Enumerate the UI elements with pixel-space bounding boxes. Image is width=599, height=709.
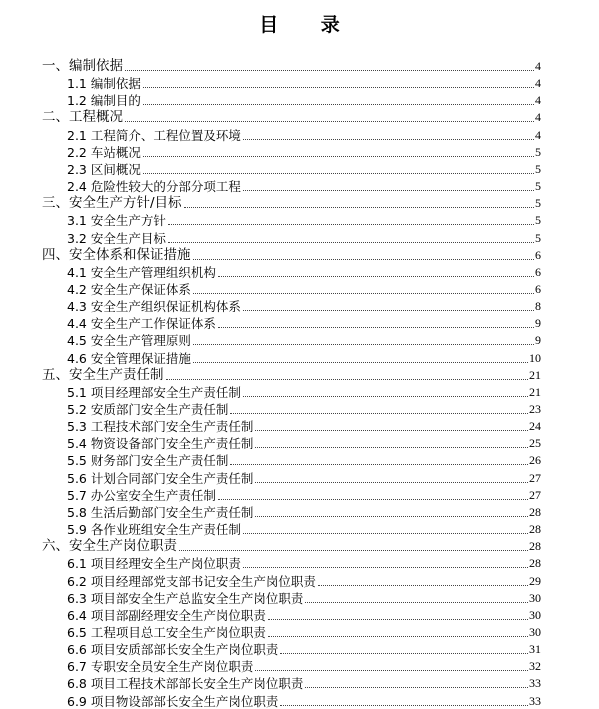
toc-entry-label: 5.6 计划合同部门安全生产责任制 — [67, 470, 254, 486]
toc-entry-label: 6.1 项目经理安全生产岗位职责 — [67, 556, 241, 572]
dot-leader — [243, 533, 528, 534]
dot-leader — [255, 670, 528, 671]
dot-leader — [255, 447, 528, 448]
toc-entry-label: 6.4 项目部副经理安全生产岗位职责 — [67, 607, 266, 623]
toc-entry-label: 2.1 工程简介、工程位置及环境 — [67, 127, 241, 143]
toc-chapter-entry[interactable] — [0, 108, 599, 125]
toc-section-entry[interactable] — [0, 554, 599, 571]
toc-entry-page-number: 30 — [529, 624, 541, 639]
toc-entry-page-number: 4 — [535, 59, 541, 73]
dot-leader — [318, 585, 528, 586]
dot-leader — [218, 327, 534, 328]
toc-chapter-entry[interactable] — [0, 194, 599, 211]
toc-entry-label: 5.9 各作业班组安全生产责任制 — [67, 522, 241, 538]
toc-section-entry[interactable] — [0, 91, 599, 108]
dot-leader — [179, 550, 528, 551]
toc-section-entry[interactable] — [0, 314, 599, 331]
toc-entry-label: 5.7 办公室安全生产责任制 — [67, 487, 216, 503]
toc-entry-label: 5.5 财务部门安全生产责任制 — [67, 453, 229, 469]
toc-section-entry[interactable] — [0, 606, 599, 623]
toc-entry-page-number: 4 — [535, 76, 541, 91]
toc-entry-label: 6.9 项目物设部部长安全生产岗位职责 — [67, 693, 279, 709]
toc-entry-label: 1.2 编制目的 — [67, 93, 141, 109]
toc-entry-label: 5.4 物资设备部门安全生产责任制 — [67, 436, 254, 452]
page-title: 目 录 — [259, 14, 358, 36]
toc-entry-label: 三、安全生产方针/目标 — [42, 195, 182, 212]
toc-entry-page-number: 4 — [535, 127, 541, 142]
toc-entry-page-number: 24 — [529, 419, 541, 434]
toc-entry-label: 5.1 项目经理部安全生产责任制 — [67, 384, 241, 400]
dot-leader — [166, 379, 529, 380]
dot-leader — [143, 156, 534, 157]
toc-entry-page-number: 4 — [535, 93, 541, 108]
toc-entry-page-number: 5 — [535, 213, 541, 228]
dot-leader — [255, 516, 528, 517]
toc-entry-page-number: 23 — [529, 402, 541, 416]
toc-section-entry[interactable] — [0, 297, 599, 314]
toc-section-entry[interactable] — [0, 657, 599, 674]
toc-entry-label: 2.4 危险性较大的分部分项工程 — [67, 179, 241, 195]
dot-leader — [230, 413, 528, 414]
toc-entry-label: 一、编制依据 — [42, 58, 123, 74]
toc-entry-page-number: 25 — [529, 436, 541, 451]
dot-leader — [243, 139, 534, 140]
toc-entry-page-number: 21 — [529, 384, 541, 399]
toc-entry-page-number: 9 — [535, 316, 541, 331]
toc-entry-page-number: 6 — [535, 264, 541, 279]
toc-entry-label: 6.5 工程项目总工安全生产岗位职责 — [67, 624, 266, 640]
toc-section-entry[interactable] — [0, 263, 599, 280]
dot-leader — [280, 653, 528, 654]
toc-entry-label: 2.2 车站概况 — [67, 144, 141, 160]
dot-leader — [184, 207, 534, 208]
toc-entry-label: 四、安全体系和保证措施 — [42, 246, 191, 263]
dot-leader — [143, 104, 534, 105]
toc-entry-label: 2.3 区间概况 — [67, 161, 141, 177]
dot-leader — [305, 602, 528, 603]
dot-leader — [280, 705, 528, 706]
dot-leader — [255, 430, 528, 431]
toc-entry-label: 3.1 安全生产方针 — [67, 213, 166, 229]
toc-entry-label: 6.6 项目安质部部长安全生产岗位职责 — [67, 642, 279, 658]
toc-entry-label: 4.6 安全管理保证措施 — [67, 350, 191, 366]
toc-entry-page-number: 29 — [529, 573, 541, 588]
toc-section-entry[interactable] — [0, 280, 599, 297]
toc-entry-page-number: 26 — [529, 453, 541, 468]
toc-entry-label: 5.3 工程技术部门安全生产责任制 — [67, 419, 254, 435]
toc-section-entry[interactable] — [0, 640, 599, 657]
toc-section-entry[interactable] — [0, 126, 599, 143]
dot-leader — [243, 310, 534, 311]
toc-entry-page-number: 27 — [529, 470, 541, 485]
toc-entry-page-number: 27 — [529, 487, 541, 502]
toc-entry-page-number: 9 — [535, 333, 541, 348]
dot-leader — [243, 567, 528, 568]
dot-leader — [193, 259, 535, 260]
toc-chapter-entry[interactable] — [0, 246, 599, 263]
toc-section-entry[interactable] — [0, 400, 599, 417]
toc-entry-page-number: 21 — [529, 367, 541, 382]
toc-entry-label: 3.2 安全生产目标 — [67, 230, 166, 246]
toc-entry-page-number: 32 — [529, 659, 541, 674]
toc-section-entry[interactable] — [0, 383, 599, 400]
toc-entry-label: 5.8 生活后勤部门安全生产责任制 — [67, 504, 254, 520]
toc-entry-label: 二、工程概况 — [42, 109, 123, 126]
toc-chapter-entry[interactable] — [0, 537, 599, 554]
dot-leader — [255, 482, 528, 483]
toc-entry-page-number: 5 — [535, 144, 541, 159]
toc-section-entry[interactable] — [0, 589, 599, 606]
toc-entry-page-number: 30 — [529, 590, 541, 605]
toc-entry-label: 六、安全生产岗位职责 — [42, 538, 177, 555]
toc-section-entry[interactable] — [0, 486, 599, 503]
toc-entry-label: 4.3 安全生产组织保证机构体系 — [67, 299, 241, 315]
dot-leader — [243, 396, 528, 397]
dot-leader — [168, 242, 534, 243]
toc-section-entry[interactable] — [0, 692, 599, 709]
toc-entry-page-number: 5 — [535, 161, 541, 176]
toc-section-entry[interactable] — [0, 674, 599, 691]
dot-leader — [193, 362, 528, 363]
toc-section-entry[interactable] — [0, 229, 599, 246]
toc-entry-page-number: 33 — [529, 676, 541, 691]
toc-entry-page-number: 28 — [529, 522, 541, 537]
toc-section-entry[interactable] — [0, 469, 599, 486]
toc-entry-label: 6.8 项目工程技术部部长安全生产岗位职责 — [67, 676, 304, 692]
toc-section-entry[interactable] — [0, 434, 599, 451]
toc-chapter-entry[interactable] — [0, 57, 599, 74]
toc-section-entry[interactable] — [0, 623, 599, 640]
toc-entry-page-number: 5 — [535, 196, 541, 211]
toc-entry-page-number: 8 — [535, 299, 541, 314]
toc-entry-page-number: 30 — [529, 607, 541, 622]
dot-leader — [125, 70, 534, 71]
toc-entry-label: 4.1 安全生产管理组织机构 — [67, 264, 216, 280]
toc-section-entry[interactable] — [0, 331, 599, 348]
toc-section-entry[interactable] — [0, 417, 599, 434]
dot-leader — [230, 464, 528, 465]
toc-entry-label: 6.7 专职安全员安全生产岗位职责 — [67, 659, 254, 675]
toc-entry-label: 4.2 安全生产保证体系 — [67, 281, 191, 297]
toc-section-entry[interactable] — [0, 503, 599, 520]
toc-section-entry[interactable] — [0, 143, 599, 160]
toc-entry-label: 4.5 安全生产管理原则 — [67, 333, 191, 349]
toc-entry-label: 6.3 项目部安全生产总监安全生产岗位职责 — [67, 590, 304, 606]
toc-section-entry[interactable] — [0, 451, 599, 468]
toc-entry-label: 五、安全生产责任制 — [42, 366, 164, 383]
dot-leader — [168, 224, 534, 225]
toc-section-entry[interactable] — [0, 572, 599, 589]
dot-leader — [193, 293, 534, 294]
dot-leader — [143, 173, 534, 174]
toc-entry-label: 5.2 安质部门安全生产责任制 — [67, 402, 229, 417]
toc-entry-page-number: 10 — [529, 350, 541, 365]
dot-leader — [193, 344, 534, 345]
toc-entry-page-number: 5 — [535, 179, 541, 194]
toc-entry-label: 4.4 安全生产工作保证体系 — [67, 316, 216, 332]
toc-entry-page-number: 5 — [535, 230, 541, 245]
toc-section-entry[interactable] — [0, 349, 599, 366]
toc-entry-page-number: 28 — [529, 504, 541, 519]
toc-entry-page-number: 6 — [535, 281, 541, 296]
toc-entry-page-number: 33 — [529, 693, 541, 708]
dot-leader — [218, 276, 534, 277]
dot-leader — [125, 121, 534, 122]
dot-leader — [268, 619, 528, 620]
toc-entry-page-number: 4 — [535, 110, 541, 125]
toc-section-entry[interactable] — [0, 160, 599, 177]
dot-leader — [243, 190, 534, 191]
toc-section-entry[interactable] — [0, 211, 599, 228]
toc-entry-page-number: 28 — [529, 556, 541, 571]
toc-section-entry[interactable] — [0, 74, 599, 91]
dot-leader — [268, 636, 528, 637]
toc-entry-label: 1.1 编制依据 — [67, 76, 141, 92]
toc-entry-page-number: 31 — [529, 642, 541, 657]
dot-leader — [143, 87, 534, 88]
toc-entry-page-number: 28 — [529, 539, 541, 554]
toc-entry-label: 6.2 项目经理部党支部书记安全生产岗位职责 — [67, 573, 316, 589]
toc-section-entry[interactable] — [0, 520, 599, 537]
toc-entry-page-number: 6 — [535, 247, 541, 262]
toc-section-entry[interactable] — [0, 177, 599, 194]
dot-leader — [305, 687, 528, 688]
dot-leader — [218, 499, 528, 500]
toc-chapter-entry[interactable] — [0, 366, 599, 383]
